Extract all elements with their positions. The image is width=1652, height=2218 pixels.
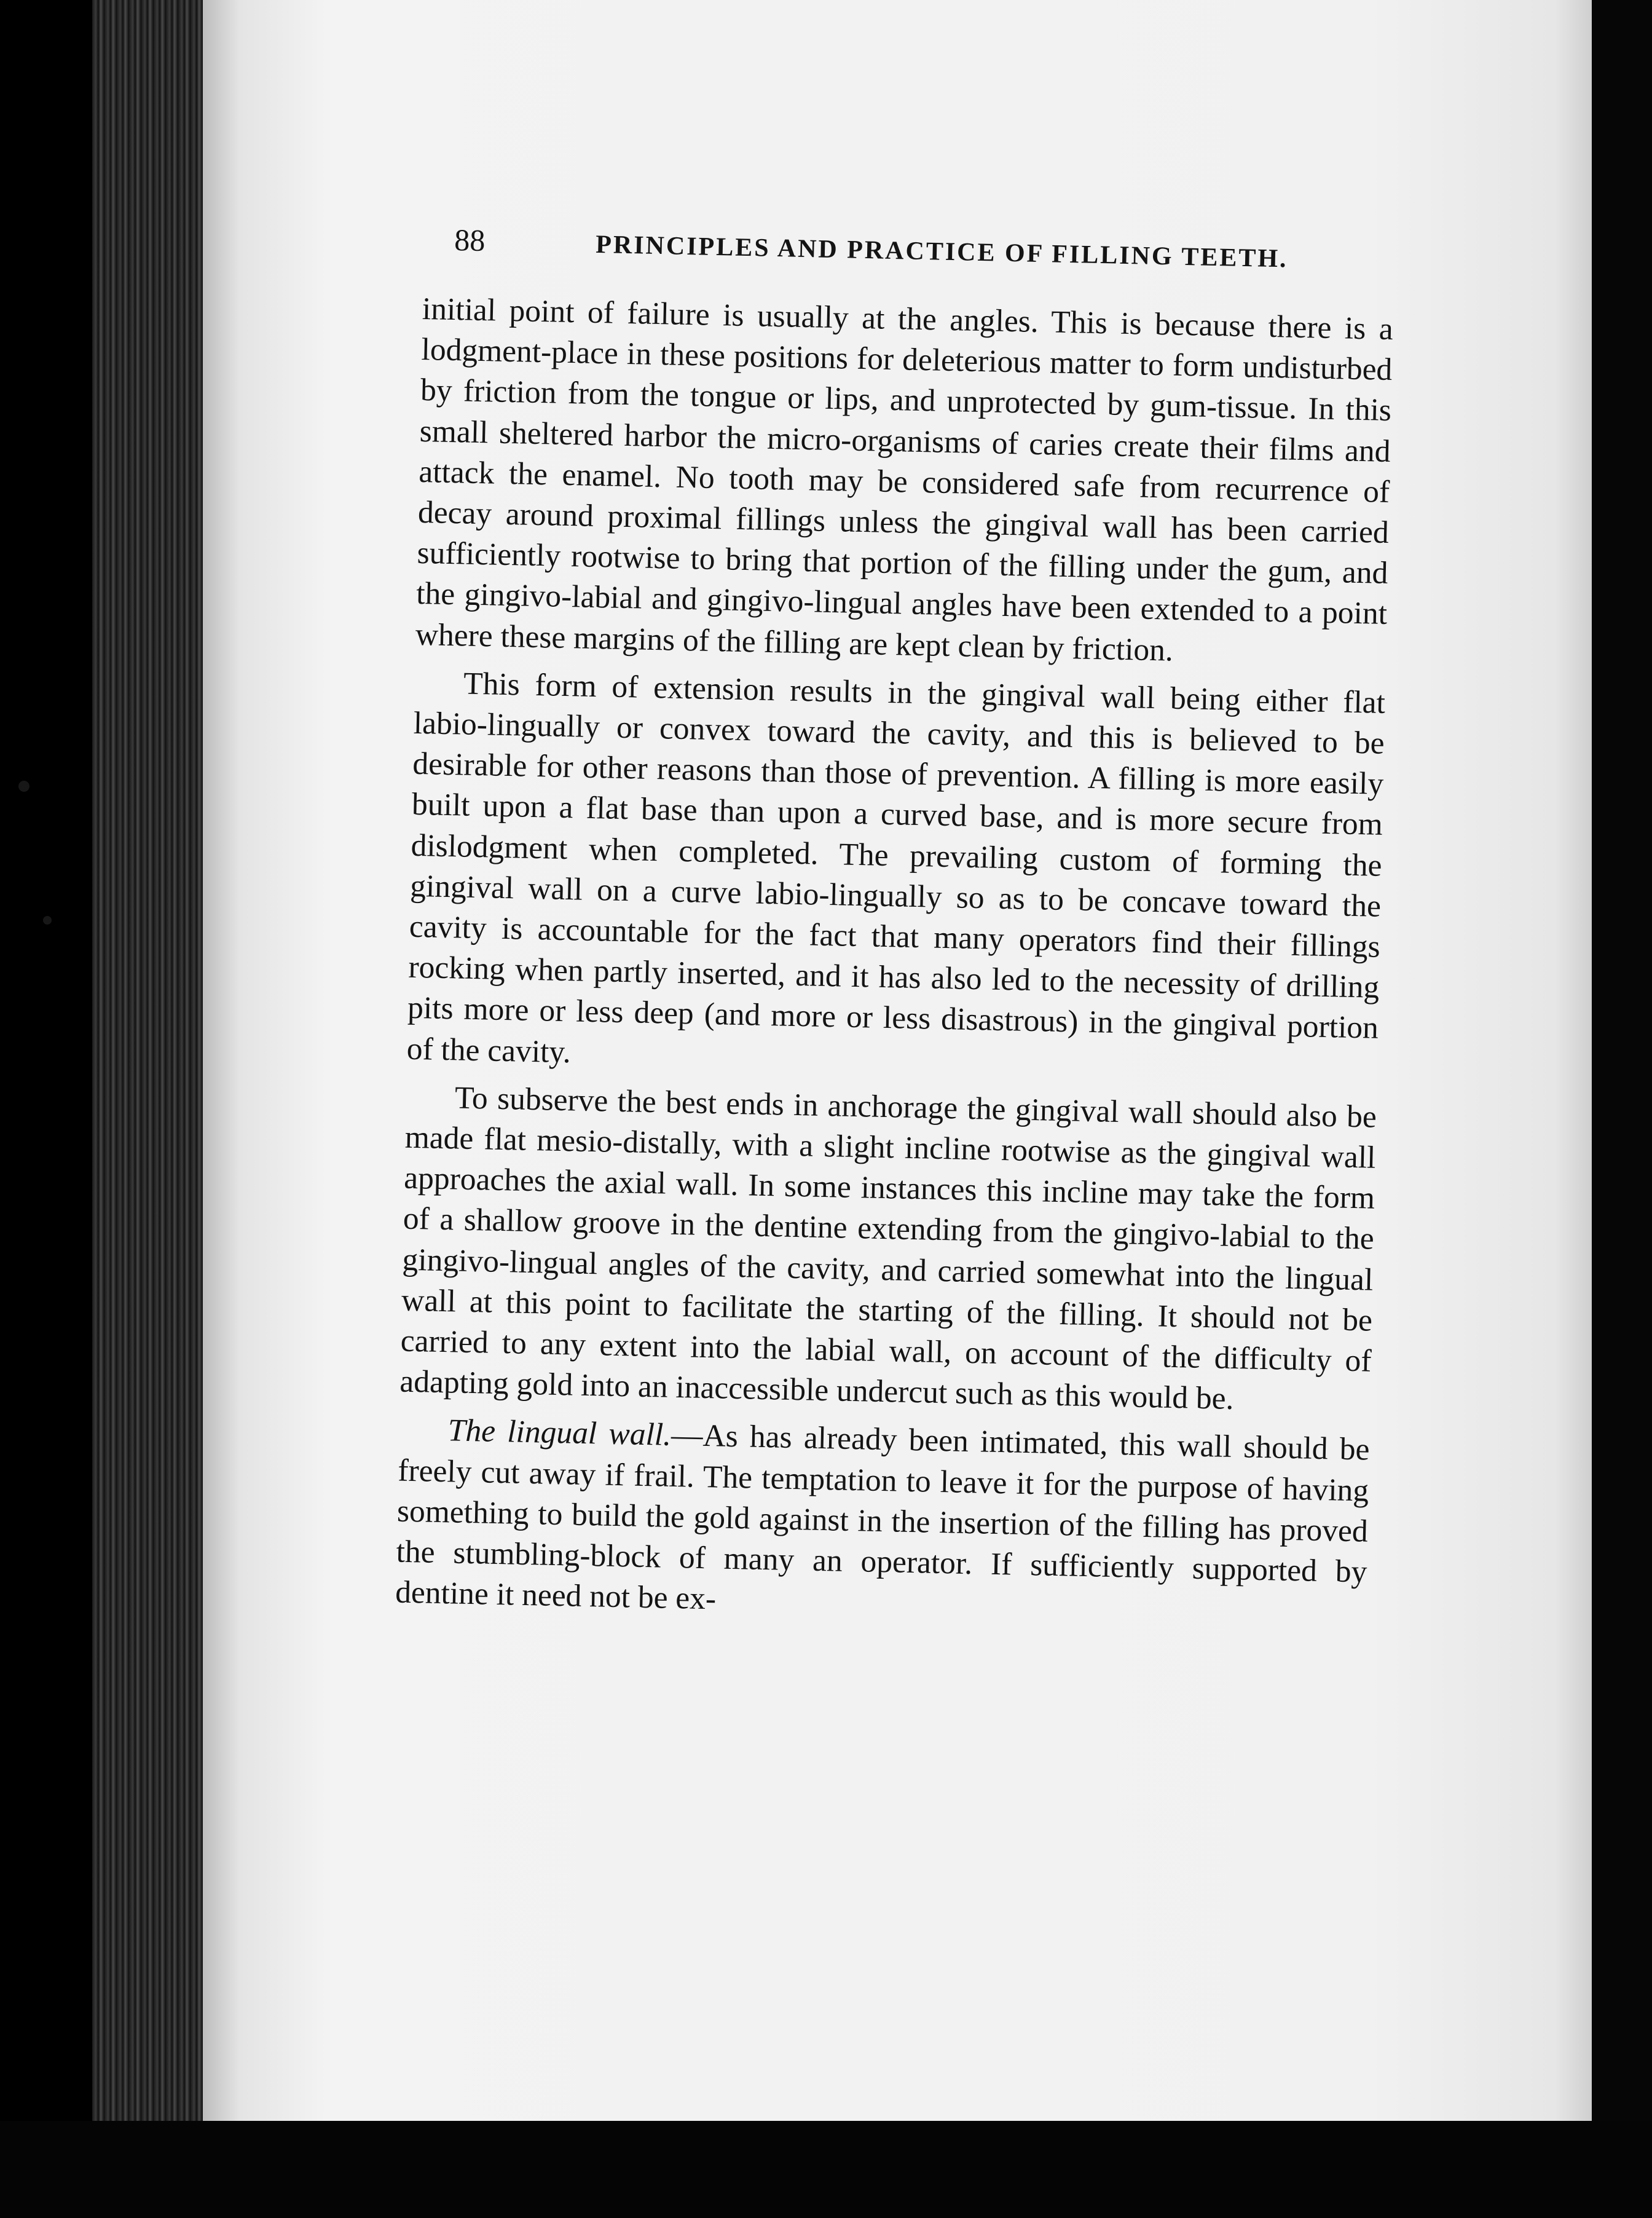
- scan-bottom-margin: [0, 2121, 1652, 2218]
- page-text-block: [395, 221, 1395, 1633]
- book-page-edges: [92, 0, 209, 2121]
- running-head-title: PRINCIPLES AND PRACTICE OF FILLING TEETH.: [595, 230, 1289, 274]
- paragraph-3: To subserve the best ends in anchorage the gingival wall should also be made flat mesio-distally, with a slight incline rootwise as the gingival wall approaches the axial wall. In some instances this incline may take the form of a shallow groove in the dentine extending from the gingivo-labial to the gingivo-lingual angles of the cavity, and carried somewhat into the lingual wall at this point to facilitate the starting of the filling. It should not be carried to any extent into the labial wall, on account of the difficulty of adapting gold into an inaccessible undercut such as this would be.: [399, 1080, 1377, 1417]
- paragraph-1: initial point of failure is usually at the angles. This is because there is a lodgment-place in these positions for deleterious matter to form undisturbed by friction from the tongue or lips, and unprotected by gum-tissue. In this small sheltered harbor the micro-organisms of caries create their films and attack the enamel. No tooth may be considered safe from recurrence of decay around proximal fillings unless the gingival wall has been carried sufficiently rootwise to bring that portion of the filling under the gum, and the gingivo-labial and gingivo-lingual angles have been extended to a point where these margins of the filling are kept clean by friction.: [415, 291, 1394, 668]
- facing-page-edge: [1592, 0, 1652, 2218]
- page-number: 88: [454, 223, 486, 258]
- paragraph-4-text: —As has already been intimated, this wall should be freely cut away if frail. The temptation to leave it for the purpose of having something to build the gold against in the insertion of the filling has proved the stumbling-block of many an operator. If sufficiently supported by dentine it need not be ex-: [395, 1418, 1371, 1617]
- margin-speck: [43, 916, 52, 925]
- section-heading-lingual-wall: The lingual wall.: [447, 1413, 672, 1453]
- paragraph-2: This form of extension results in the gingival wall being either flat labio-lingually or convex toward the cavity, and this is believed to be desirable for other reasons than those of prevention. A filling is more easily built upon a flat base than upon a curved base, and is more secure from dislodgment when completed. The prevailing custom of forming the gingival wall on a curve labio-lingually so as to be concave toward the cavity is accountable for the fact that many operators find their fillings rocking when partly inserted, and it has also led to the necessity of drilling pits more or less deep (and more or less disastrous) in the gingival portion of the cavity.: [406, 666, 1386, 1070]
- margin-speck: [18, 781, 30, 792]
- paragraph-4: [395, 1410, 1371, 1633]
